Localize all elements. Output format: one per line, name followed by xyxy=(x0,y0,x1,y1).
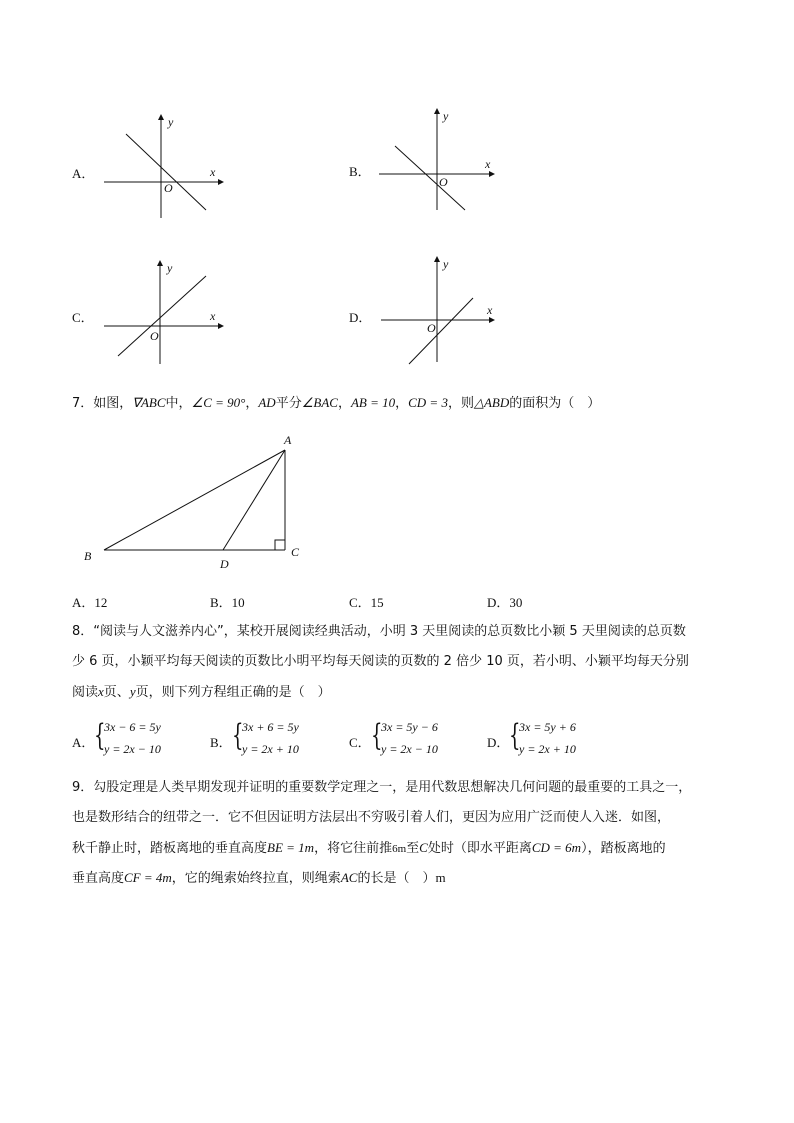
q7-answer-b[interactable]: B．10 xyxy=(210,595,245,610)
x-axis-arrow xyxy=(218,323,224,329)
q8-option-d[interactable]: D． { 3x = 5y + 6 y = 2x + 10 xyxy=(487,718,576,756)
right-angle-mark xyxy=(275,540,285,550)
point-b-label: B xyxy=(84,549,92,563)
q7-stem: 7．如图，∇ABC中，∠C = 90°，AD平分∠BAC，AB = 10，CD = 3，则△ABD的面积为（ ） xyxy=(72,395,601,411)
q6-option-c-label[interactable]: C． xyxy=(72,310,94,325)
q7-triangle-figure xyxy=(80,428,320,576)
q9-line-1: 9．勾股定理是人类早期发现并证明的重要数学定理之一，是用代数思想解决几何问题的最重要的工具之一， xyxy=(72,780,692,795)
x-axis-arrow xyxy=(489,317,495,323)
x-label: x xyxy=(485,157,491,171)
x-axis-arrow xyxy=(218,179,224,185)
point-a-label: A xyxy=(284,433,292,447)
q6-option-c-graph[interactable] xyxy=(100,258,225,370)
q6-option-d-label[interactable]: D． xyxy=(349,310,372,325)
function-line xyxy=(126,134,206,210)
origin-label: O xyxy=(164,181,173,195)
x-label: x xyxy=(487,303,493,317)
point-d-label: D xyxy=(220,557,229,571)
function-line xyxy=(118,276,206,356)
function-line xyxy=(395,146,465,210)
origin-label: O xyxy=(427,321,436,335)
y-label: y xyxy=(443,109,449,123)
x-label: x xyxy=(210,309,216,323)
q7-answer-d[interactable]: D．30 xyxy=(487,595,523,610)
q8-line-1: 8．“阅读与人文滋养内心”，某校开展阅读经典活动，小明 3 天里阅读的总页数比小颖 5 天里阅读的总页数 xyxy=(72,624,686,639)
q8-line-3: 阅读x页、y页，则下列方程组正确的是（ ） xyxy=(72,684,331,700)
segment-ab xyxy=(104,450,285,550)
q9-line-2: 也是数形结合的纽带之一．它不但因证明方法层出不穷吸引着人们，更因为应用广泛而使人入迷．如图， xyxy=(72,810,671,825)
y-label: y xyxy=(168,115,174,129)
origin-label: O xyxy=(439,175,448,189)
y-axis-arrow xyxy=(434,256,440,262)
q8-option-a[interactable]: A． { 3x − 6 = 5y y = 2x − 10 xyxy=(72,718,161,756)
x-axis-arrow xyxy=(489,171,495,177)
origin-label: O xyxy=(150,329,159,343)
q8-line-2: 少 6 页，小颖平均每天阅读的页数比小明平均每天阅读的页数的 2 倍少 10 页，若小明、小颖平均每天分别 xyxy=(72,654,689,669)
q9-stem xyxy=(72,778,732,898)
q8-option-b[interactable]: B． { 3x + 6 = 5y y = 2x + 10 xyxy=(210,718,299,756)
q9-line-4: 垂直高度CF = 4m，它的绳索始终拉直，则绳索AC的长是（ ）m xyxy=(72,870,446,886)
point-c-label: C xyxy=(291,545,300,559)
q6-option-d-graph[interactable] xyxy=(375,252,500,366)
q9-line-3: 秋千静止时，踏板离地的垂直高度BE = 1m，将它往前推6m至C处时（即水平距离CD = 6m），踏板离地的 xyxy=(72,840,666,856)
y-axis-arrow xyxy=(158,114,164,120)
x-label: x xyxy=(210,165,216,179)
y-axis-arrow xyxy=(157,260,163,266)
q8-stem xyxy=(72,622,732,712)
q7-answer-a[interactable]: A．12 xyxy=(72,595,108,610)
q6-option-a-graph[interactable] xyxy=(100,112,225,224)
q7-answer-c[interactable]: C．15 xyxy=(349,595,384,610)
function-line xyxy=(409,298,473,364)
y-label: y xyxy=(167,261,173,275)
q6-option-b-label[interactable]: B． xyxy=(349,164,371,179)
q6-option-b-graph[interactable] xyxy=(375,106,500,218)
segment-ad xyxy=(223,450,285,550)
q8-option-c[interactable]: C． { 3x = 5y − 6 y = 2x − 10 xyxy=(349,718,438,756)
y-axis-arrow xyxy=(434,108,440,114)
q6-option-a-label[interactable]: A． xyxy=(72,166,95,181)
y-label: y xyxy=(443,257,449,271)
